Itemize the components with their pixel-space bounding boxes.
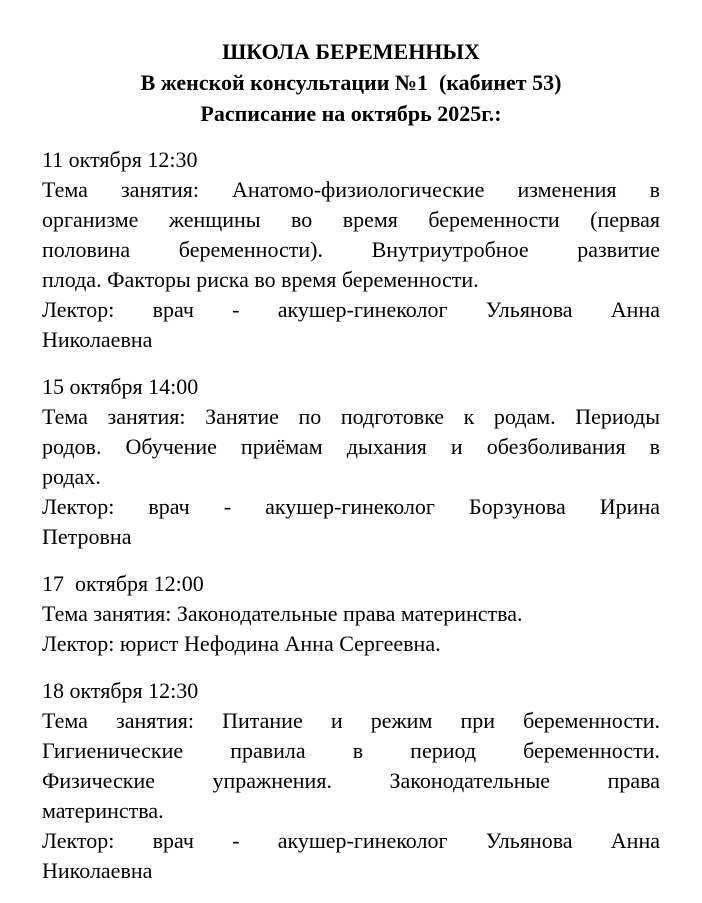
session-topic-line: Тема занятия: Занятие по подготовке к родам. Периоды: [42, 404, 660, 429]
session-topic-line: Тема занятия: Питание и режим при беременности.: [42, 708, 660, 733]
session-datetime: 17 октября 12:00: [42, 571, 204, 596]
session-lecturer-line: Николаевна: [42, 858, 153, 883]
session-lecturer-line: Петровна: [42, 524, 132, 549]
session-topic-line: Гигиенические правила в период беременности.: [42, 738, 660, 763]
document-header: [0, 36, 702, 129]
session-lecturer-line: Лектор: юрист Нефодина Анна Сергеевна.: [42, 631, 441, 656]
session-lecturer-line: Лектор: врач - акушер-гинеколог Ульянова Анна: [42, 297, 660, 322]
session-topic-line: Физические упражнения. Законодательные права: [42, 768, 660, 793]
session-topic-line: половина беременности). Внутриутробное развитие: [42, 237, 660, 262]
session-item: [42, 676, 660, 886]
session-datetime: 11 октября 12:30: [42, 147, 198, 172]
clinic-subtitle: В женской консультации №1 (кабинет 53): [140, 70, 562, 95]
sessions-list: [42, 145, 660, 903]
school-title: ШКОЛА БЕРЕМЕННЫХ: [222, 39, 480, 64]
session-topic-line: материнства.: [42, 798, 164, 823]
session-item: [42, 145, 660, 355]
session-datetime: 18 октября 12:30: [42, 678, 199, 703]
session-datetime: 15 октября 14:00: [42, 374, 199, 399]
session-lecturer-line: Лектор: врач - акушер-гинеколог Борзунова Ирина: [42, 494, 660, 519]
session-topic-line: Тема занятия: Анатомо-физиологические изменения в: [42, 177, 660, 202]
session-item: [42, 569, 660, 659]
session-lecturer-line: Николаевна: [42, 327, 153, 352]
session-topic-line: родах.: [42, 464, 101, 489]
session-lecturer-line: Лектор: врач - акушер-гинеколог Ульянова Анна: [42, 828, 660, 853]
session-item: [42, 372, 660, 552]
session-topic-line: плода. Факторы риска во время беременности.: [42, 267, 479, 292]
session-topic-line: организме женщины во время беременности (первая: [42, 207, 660, 232]
schedule-title: Расписание на октябрь 2025г.:: [200, 101, 502, 126]
session-topic-line: родов. Обучение приёмам дыхания и обезболивания в: [42, 434, 660, 459]
session-topic-line: Тема занятия: Законодательные права материнства.: [42, 601, 523, 626]
